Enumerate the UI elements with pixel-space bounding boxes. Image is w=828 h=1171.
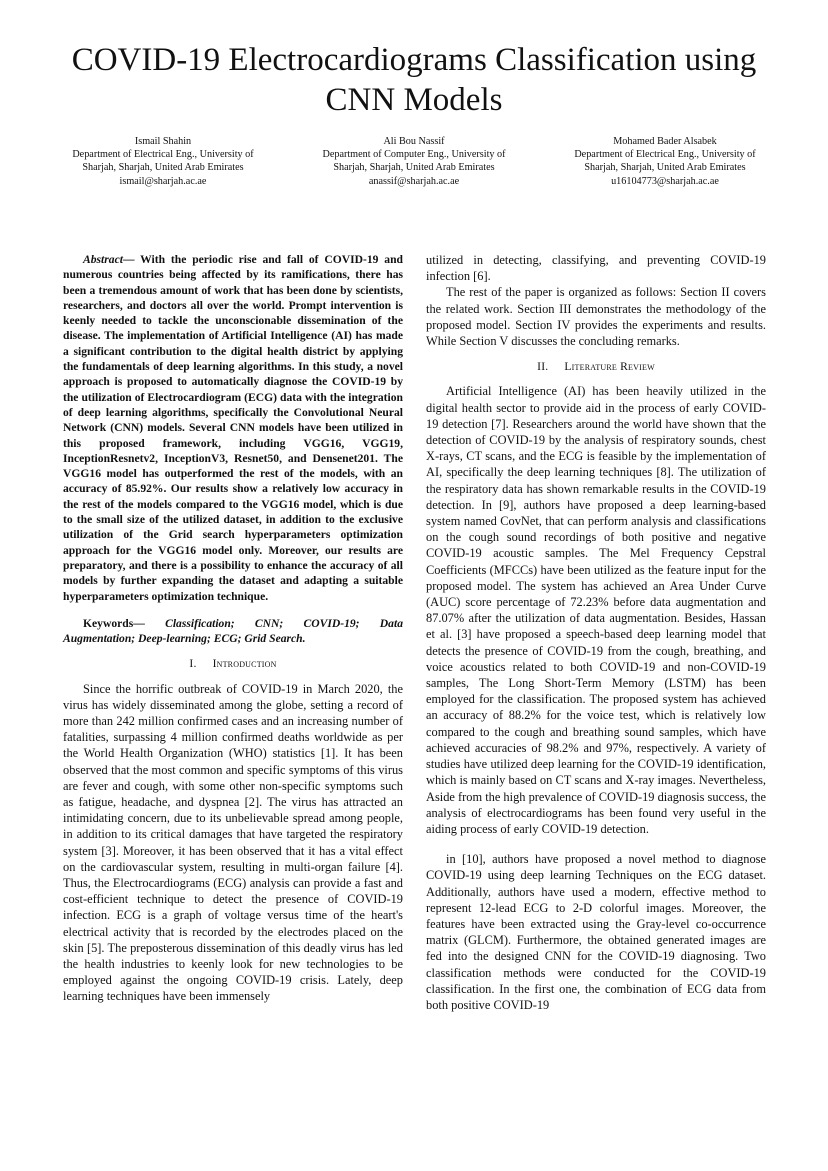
- author-2: [289, 135, 539, 188]
- author-name: Ali Bou Nassif: [383, 136, 445, 147]
- author-affiliation-location: Sharjah, Sharjah, United Arab Emirates: [333, 162, 495, 174]
- author-email: anassif@sharjah.ac.ae: [368, 175, 460, 187]
- paper-title: COVID-19 Electrocardiograms Classification using CNN Models: [71, 42, 757, 118]
- author-affiliation: Department of Electrical Eng., University of: [72, 149, 254, 161]
- intro-paragraph-continued: utilized in detecting, classifying, and preventing COVID-19 infection [6].: [426, 253, 766, 284]
- author-affiliation-location: Sharjah, Sharjah, United Arab Emirates: [584, 162, 746, 174]
- organization-paragraph: The rest of the paper is organized as follows: Section II covers the related work. Section III demonstrates the methodology of the proposed model. Section IV provides the experiments and results. While Section V discusses the concluding remarks.: [426, 285, 766, 349]
- author-block: [38, 135, 790, 188]
- author-affiliation: Department of Electrical Eng., University of: [574, 149, 756, 161]
- literature-paragraph-1: Artificial Intelligence (AI) has been heavily utilized in the digital health sector to provide aid in the process of early COVID-19 detection [7]. Researchers around the world have shown that the detection of COVID-19 by the analysis of respiratory sounds, chest X-rays, CT scans, and the ECG is feasible by the implementation of AI, specifically the deep learning techniques [8]. The utilization of the respiratory data has shown remarkable results in the COVID-19 detection. In [9], authors have proposed a deep learning-based system named CovNet, that can perform analysis and classifications on the cough sound recordings of both positive and negative COVID-19 acoustic samples. The Mel Frequency Cepstral Coefficients (MFCCs) have been utilized as the feature input for the proposed model. The system has achieved an Area Under Curve (AUC) score percentage of 72.23% before data augmentation and 87.07% after the utilization of data augmentation. Besides, Hassan et al. [3] have proposed a speech-based deep learning model that detects the presence of COVID-19 from the cough, breathing, and voice acoustics related to both COVID-19 and non-COVID-19 samples, The Long Short-Term Memory (LSTM) has been employed for the classification. The proposed system has achieved an accuracy of 88.2% for the voice test, which is relatively low compared to the cough and breathing sound samples, which have achieved accuracies of 98.2% and 97%, respectively. A variety of studies have utilized deep learning for the COVID-19 identification, which is mainly based on CT scans and X-ray images. Nevertheless, Aside from the high prevalence of COVID-19 diagnosis success, the analysis of electrocardiograms has been found very useful in the aiding process of early COVID-19 detection.: [426, 384, 766, 836]
- keywords-list: Classification; CNN; COVID-19; Data Augmentation; Deep-learning; ECG; Grid Search.: [63, 616, 403, 646]
- abstract-text: With the periodic rise and fall of COVID-19 and numerous countries being affected by its ramifications, there has been a tremendous amount of work that has been done by scientists, researchers, and doctors all over the world. Prompt intervention is keenly needed to tackle the unconscionable dissemination of the disease. The implementation of Artificial Intelligence (AI) has made a significant contribution to the digital health district by applying the fundamentals of deep learning algorithms. In this study, a novel approach is proposed to automatically diagnose the COVID-19 by the utilization of Electrocardiogram (ECG) data with the integration of deep learning algorithms, specifically the Convolutional Neural Network (CNN) models. Several CNN models have been utilized in this proposed framework, including VGG16, VGG19, InceptionResnetv2, InceptionV3, Resnet50, and Densenet201. The VGG16 model has outperformed the rest of the models, with an accuracy of 85.92%. Our results show a relatively low accuracy in the rest of the models compared to the VGG16 model, which is due to the small size of the utilized dataset, in addition to the exclusive utilization of the Grid search hyperparameters optimization approach for the VGG16 model only. Moreover, our results are preparatory, and there is a possibility to enhance the accuracy of all models by further expanding the dataset and adapting a suitable hyperparameters optimization technique.: [63, 253, 403, 603]
- author-affiliation-location: Sharjah, Sharjah, United Arab Emirates: [82, 162, 244, 174]
- author-affiliation: Department of Computer Eng., University of: [322, 149, 506, 161]
- right-column: [426, 252, 766, 1013]
- section-title: Literature Review: [564, 360, 655, 374]
- author-email: ismail@sharjah.ac.ae: [119, 175, 207, 187]
- literature-paragraph-2: in [10], authors have proposed a novel method to diagnose COVID-19 using deep learning Techniques on the ECG dataset. Additionally, authors have used a modern, effective method to represent 12-lead ECG to 2-D colorful images. Moreover, the features have been extracted using the Gray-level co-occurrence matrix (GLCM). Furthermore, the obtained generated images are fed into the designed CNN for the COVID-19 diagnosing. Two classification methods were conducted for the COVID-19 classification. In the first one, the combination of ECG data from both positive COVID-19: [426, 852, 766, 1012]
- section-title: Introduction: [212, 657, 277, 671]
- keywords-label: Keywords—: [83, 616, 166, 630]
- left-column: [63, 252, 403, 1005]
- intro-paragraph: Since the horrific outbreak of COVID-19 in March 2020, the virus has widely disseminated among the globe, setting a record of more than 242 million confirmed cases and an increasing number of fatalities, surpassing 4 million confirmed deaths worldwide as per the World Health Organization (WHO) statistics [1]. It has been observed that the most common and specific symptoms of this virus are fever and cough, with some other non-specific symptoms such as fatigue, headache, and dyspnea [2]. The virus has attracted an intimidating concern, due to its unbelievable spread among people, in addition to its critical damages that have targeted the respiratory system [3]. Moreover, it has been observed that it has a vital effect on the cardiovascular system, resulting in multi-organ failure [4]. Thus, the Electrocardiograms (ECG) analysis can provide a fast and cost-efficient technique to detect the presence of COVID-19 infection. ECG is a graph of voltage versus time of the heart's electrical activity that is recorded by the electrodes placed on the skin [5]. The preposterous dissemination of this deadly virus has led the health industries to keenly look for new technologies to be employed against the ongoing COVID-19 crisis. Lately, deep learning techniques have been immensely: [63, 681, 403, 1004]
- author-1: [38, 135, 288, 188]
- abstract-label: Abstract—: [83, 253, 135, 266]
- keywords: [63, 616, 403, 647]
- section-heading-literature-review: [426, 359, 766, 375]
- section-heading-introduction: [63, 656, 403, 672]
- author-email: u16104773@sharjah.ac.ae: [611, 175, 719, 187]
- section-number: I.: [189, 657, 197, 671]
- author-name: Mohamed Bader Alsabek: [613, 136, 717, 147]
- section-number: II.: [537, 360, 549, 374]
- author-3: [540, 135, 790, 188]
- author-name: Ismail Shahin: [134, 136, 192, 147]
- abstract: [63, 252, 403, 604]
